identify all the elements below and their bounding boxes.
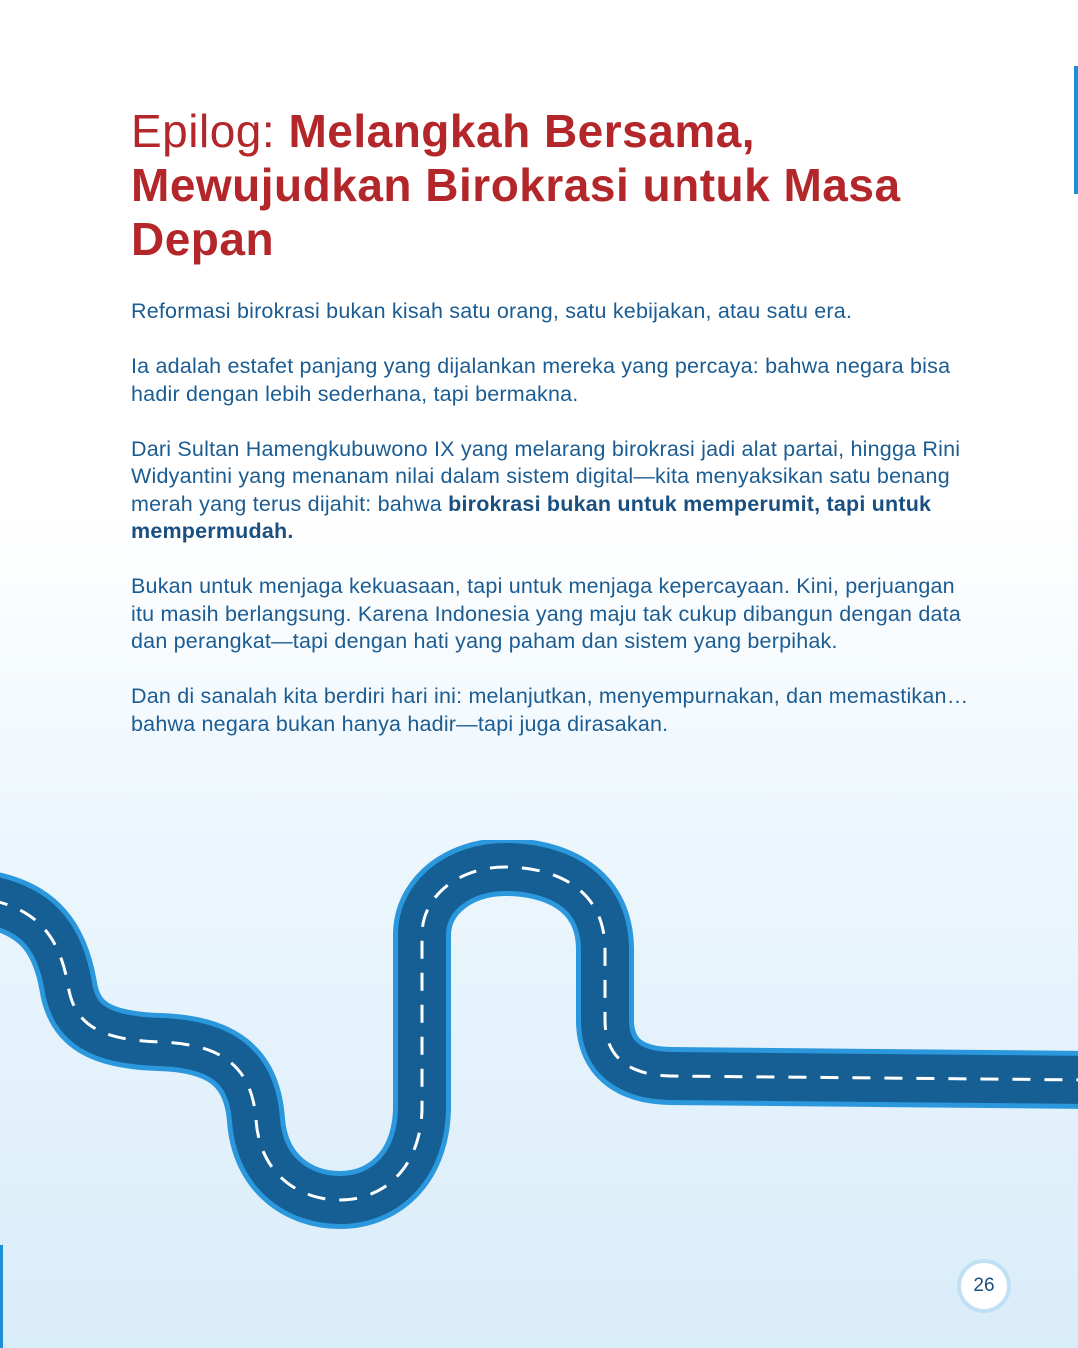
paragraph-3	[131, 436, 971, 546]
winding-road-illustration	[0, 840, 1078, 1240]
edge-accent-bar-right	[1074, 66, 1078, 194]
paragraph-4: Bukan untuk menjaga kekuasaan, tapi untuk menjaga kepercayaan. Kini, perjuangan itu masih berlangsung. Karena Indonesia yang maju tak cukup dibangun dengan data dan perangkat—tapi dengan hati yang paham dan sistem yang berpihak.	[131, 574, 961, 653]
road-surface	[0, 867, 1078, 1200]
paragraph-5: Dan di sanalah kita berdiri hari ini: melanjutkan, menyempurnakan, dan memastikan… bahwa negara bukan hanya hadir—tapi juga dirasakan.	[131, 684, 969, 736]
paragraph-3-emphasis: birokrasi bukan untuk memperumit, tapi untuk mempermudah.	[131, 491, 932, 543]
page-number-badge: 26	[957, 1259, 1011, 1313]
paragraph-3-lead: Dari Sultan Hamengkubuwono IX yang melarang birokrasi jadi alat partai, hingga Rini Widyantini yang menanam nilai dalam sistem digital—kita menyaksikan satu benang merah yang terus dijahit: bahwa	[131, 436, 961, 516]
title-lead: Epilog:	[131, 105, 289, 157]
title-main: Melangkah Bersama, Mewujudkan Birokrasi untuk Masa Depan	[131, 105, 901, 265]
paragraph-2: Ia adalah estafet panjang yang dijalankan mereka yang percaya: bahwa negara bisa hadir dengan lebih sederhana, tapi bermakna.	[131, 354, 951, 406]
edge-accent-bar-left	[0, 1245, 3, 1348]
paragraph-1: Reformasi birokrasi bukan kisah satu orang, satu kebijakan, atau satu era.	[131, 299, 853, 323]
body-text	[131, 298, 971, 766]
page-title	[131, 104, 951, 266]
